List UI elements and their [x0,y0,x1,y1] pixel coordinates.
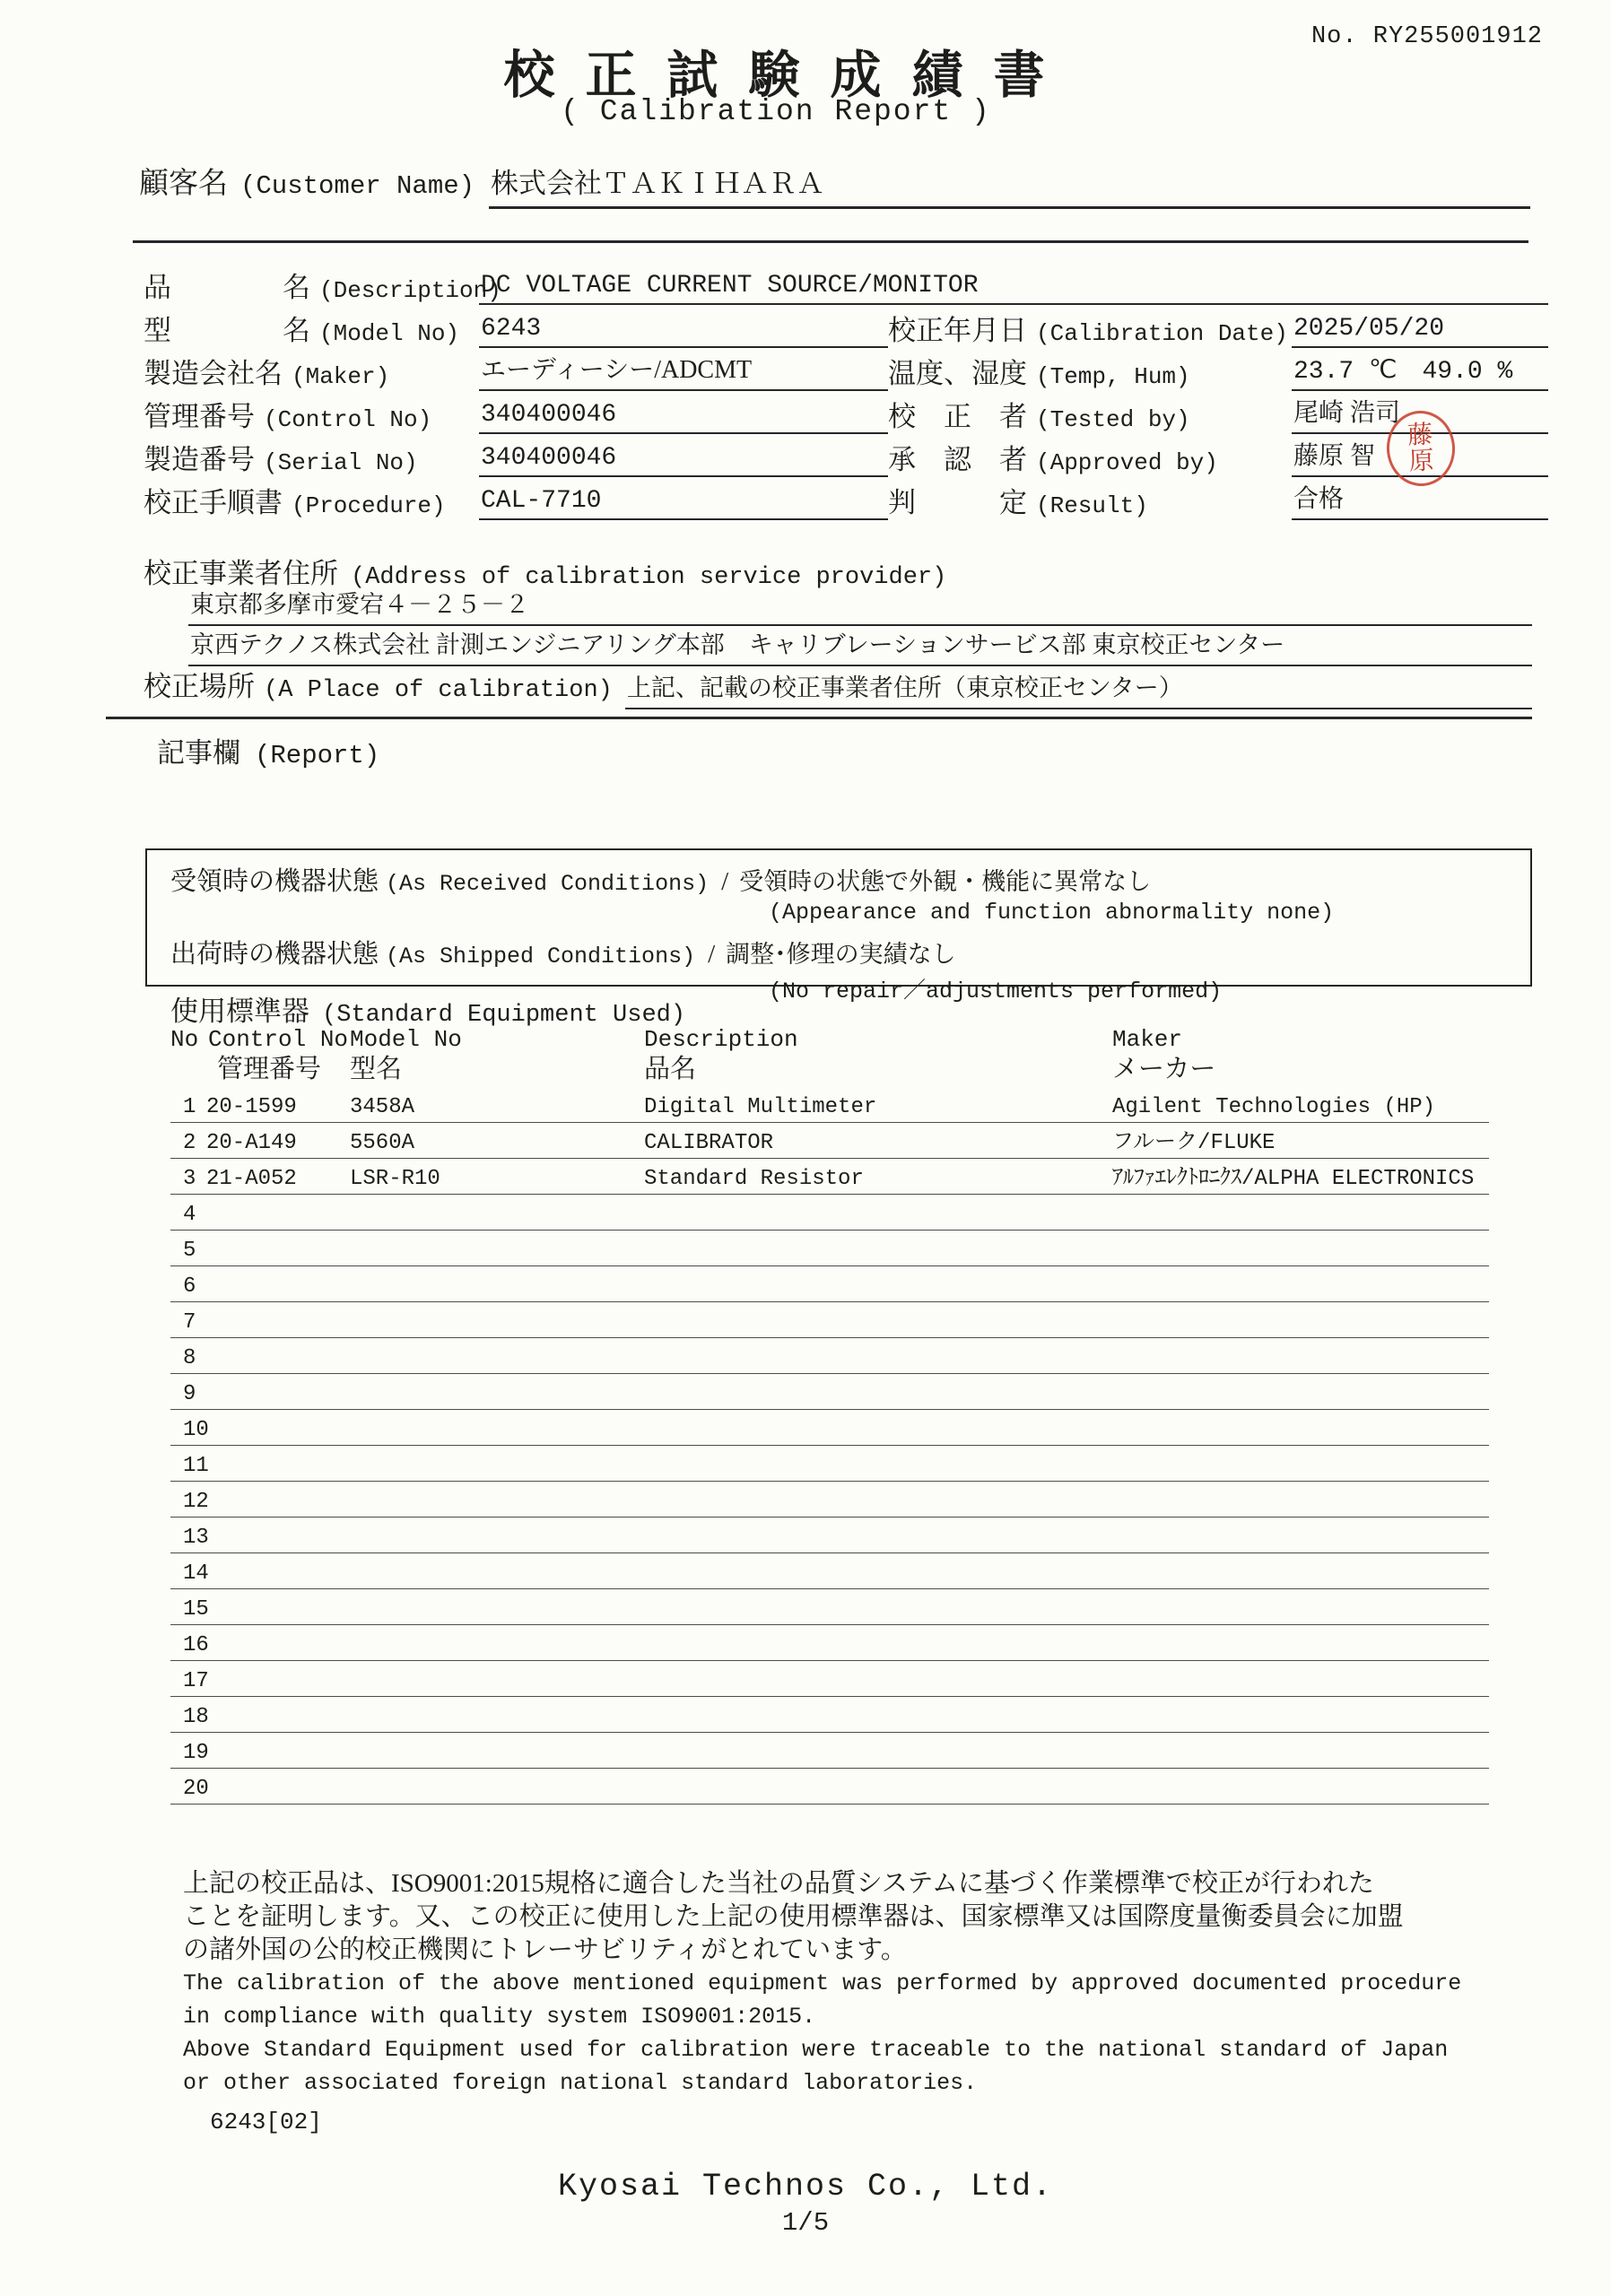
row-no: 4 [183,1203,196,1227]
customer-name-value: 株式会社ＴＡＫＩＨＡＲＡ [489,161,1530,209]
result-value: 合格 [1292,479,1548,520]
equipment-table-row [170,1625,1489,1661]
serial-no-value: 340400046 [479,444,888,477]
row-no: 18 [183,1705,209,1729]
row-no: 9 [183,1382,196,1406]
row-no: 12 [183,1490,209,1514]
header-control-jp: 管理番号 [217,1055,322,1083]
fields-grid [144,262,1548,520]
header-model-en: Model No [350,1026,462,1053]
received-label-jp: 受領時の機器状態 [170,867,379,896]
maker-value: エーディーシー/ADCMT [479,350,888,391]
control-no-label-en: (Control No) [264,406,432,433]
approved-by-label-jp: 承 認 者 [888,444,1027,475]
calibration-date-label-en: (Calibration Date) [1036,320,1288,347]
stamp-char-bottom: 原 [1407,447,1435,476]
temp-hum-label-en: (Temp, Hum) [1036,363,1190,390]
result-label-en: (Result) [1036,492,1148,519]
row-no: 13 [183,1526,209,1550]
equipment-table-row [170,1553,1489,1589]
conditions-box [145,848,1532,1004]
field-procedure [144,480,888,520]
row-model-no: LSR-R10 [350,1167,440,1191]
equipment-table-row [170,1446,1489,1482]
received-separator: / [721,867,729,896]
temp-hum-value: 23.7 ℃ 49.0 % [1292,350,1548,391]
result-label-jp: 判 定 [888,487,1027,518]
field-temp-hum [888,350,1548,391]
serial-no-label-en: (Serial No) [264,449,418,476]
section-divider-top [133,240,1528,243]
received-condition-row [170,861,1530,898]
row-maker: ｱﾙﾌｧｴﾚｸﾄﾛﾆｸｽ/ALPHA ELECTRONICS [1112,1167,1475,1191]
row-no: 5 [183,1239,196,1263]
row-no: 15 [183,1597,209,1622]
control-no-label-jp: 管理番号 [144,401,255,432]
certification-jp [183,1867,1502,1967]
calibration-date-label-jp: 校正年月日 [888,315,1027,346]
customer-row [139,160,1530,209]
tested-by-label-en: (Tested by) [1036,406,1190,433]
equipment-heading-en: (Standard Equipment Used) [322,1002,686,1029]
row-no: 17 [183,1669,209,1693]
calibration-place-value: 上記、記載の校正事業者住所（東京校正センター） [625,668,1532,709]
tested-by-label-jp: 校 正 者 [888,401,1027,432]
company-name: Kyosai Technos Co., Ltd. [557,2169,1054,2205]
serial-no-label-jp: 製造番号 [144,444,255,475]
row-no: 10 [183,1418,209,1442]
header-control-en: Control No [208,1026,349,1053]
report-number: No. RY255001912 [1311,23,1543,50]
equipment-table-row [170,1231,1489,1266]
calibration-place-label-jp: 校正場所 [144,671,255,702]
customer-label-jp: 顧客名 [139,168,228,200]
certification-en [183,1967,1502,2100]
equipment-table-row [170,1374,1489,1410]
equipment-table-row [170,1589,1489,1625]
header-description-jp: 品名 [644,1055,697,1083]
calibration-place-row [144,664,1532,709]
equipment-table-row [170,1697,1489,1733]
document-code: 6243[02] [210,2109,322,2135]
header-description-en: Description [644,1026,798,1053]
provider-address-label-jp: 校正事業者住所 [144,558,338,589]
equipment-table-row [170,1661,1489,1697]
remarks-label-jp: 記事欄 [157,737,240,769]
row-no: 6 [183,1274,196,1299]
equipment-table-row [170,1087,1489,1123]
provider-address-line1: 東京都多摩市愛宕４－２５－２ [188,585,1532,626]
row-no: 19 [183,1741,209,1765]
received-label-en: (As Received Conditions) [386,871,710,897]
shipped-condition-row [170,934,1530,970]
equipment-table-row [170,1338,1489,1374]
certification-jp-line: ことを証明します。又、この校正に使用した上記の使用標準器は、国家標準又は国際度量衡委員会に加盟 [183,1902,1404,1931]
model-no-value: 6243 [479,315,888,348]
row-control-no: 21-A052 [206,1167,297,1191]
procedure-value: CAL-7710 [479,487,888,520]
row-no: 20 [183,1777,209,1801]
equipment-table-row [170,1302,1489,1338]
calibration-date-value: 2025/05/20 [1292,315,1548,348]
certification-en-line: The calibration of the above mentioned equipment was performed by approved documented procedure [183,1970,1462,1996]
field-description [144,262,1548,305]
row-description: Digital Multimeter [644,1095,877,1119]
field-result [888,479,1548,520]
control-no-value: 340400046 [479,401,888,434]
page-title: 校正試験成績書 [503,48,1075,104]
row-no: 1 [183,1095,196,1119]
row-no: 11 [183,1454,209,1478]
equipment-table-row [170,1410,1489,1446]
customer-label-en: (Customer Name) [240,171,475,201]
equipment-header-jp-row [170,1053,1489,1087]
field-calibration-date [888,308,1548,348]
header-maker-en: Maker [1112,1026,1183,1053]
row-model-no: 3458A [350,1095,415,1119]
row-control-no: 20-1599 [206,1095,297,1119]
field-row-4 [144,391,1548,434]
received-value-jp: 受領時の状態で外観・機能に異常なし [739,868,1152,895]
equipment-table-row [170,1159,1489,1195]
row-model-no: 5560A [350,1131,415,1155]
field-row-6 [144,477,1548,520]
provider-address-line2: 京西テクノス株式会社 計測エンジニアリング本部 キャリブレーションサービス部 東京校正センター [188,625,1532,666]
certification-en-line: or other associated foreign national standard laboratories. [183,2070,978,2096]
equipment-table-row [170,1266,1489,1302]
row-no: 8 [183,1346,196,1370]
field-maker [144,350,888,391]
page-subtitle: ( Calibration Report ) [561,95,991,128]
field-serial-no [144,437,888,477]
row-no: 7 [183,1310,196,1335]
row-description: Standard Resistor [644,1167,864,1191]
field-row-2 [144,305,1548,348]
equipment-section-heading [170,988,1489,1029]
certification-jp-line: 上記の校正品は、ISO9001:2015規格に適合した当社の品質システムに基づく作業標準で校正が行われた [183,1869,1374,1898]
maker-label-en: (Maker) [292,363,390,390]
equipment-table-row [170,1518,1489,1553]
row-maker: フルーク/FLUKE [1112,1131,1276,1155]
header-no: No [170,1026,199,1053]
equipment-heading-jp: 使用標準器 [170,996,309,1027]
model-no-label-jp: 型 名 [144,315,310,346]
provider-address-label-en: (Address of calibration service provider) [351,564,947,591]
certification-en-line: in compliance with quality system ISO9001:2015. [183,2004,816,2030]
row-no: 14 [183,1561,209,1586]
field-control-no [144,394,888,434]
procedure-label-en: (Procedure) [292,492,446,519]
approved-by-label-en: (Approved by) [1036,449,1218,476]
field-row-5 [144,434,1548,477]
approved-by-value: 藤原 智 [1292,436,1548,477]
field-model-no [144,308,888,348]
description-value: DC VOLTAGE CURRENT SOURCE/MONITOR [479,272,1548,305]
row-no: 3 [183,1167,196,1191]
shipped-separator: / [708,940,716,969]
page-number: 1/5 [781,2208,830,2238]
row-description: CALIBRATOR [644,1131,774,1155]
certification-statement [183,1867,1502,2135]
shipped-label-jp: 出荷時の機器状態 [170,940,379,969]
remarks-heading [157,730,379,770]
procedure-label-jp: 校正手順書 [144,487,283,518]
field-row-3 [144,348,1548,391]
temp-hum-label-jp: 温度、湿度 [888,358,1027,389]
calibration-place-label-en: (A Place of calibration) [264,677,613,704]
section-divider-remarks [106,717,1532,719]
maker-label-jp: 製造会社名 [144,358,283,389]
equipment-table-row [170,1482,1489,1518]
row-maker: Agilent Technologies (HP) [1112,1095,1436,1119]
stamp-char-top: 藤 [1406,421,1434,450]
equipment-rows [170,1087,1489,1805]
certification-en-line: Above Standard Equipment used for calibration were traceable to the national standard of Japan [183,2037,1449,2063]
equipment-table-row [170,1769,1489,1805]
shipped-value-en: (No repair／adjustments performed) [769,978,1223,1004]
description-label-jp: 品 名 [144,272,310,303]
received-value-en: (Appearance and function abnormality none) [769,900,1335,926]
row-control-no: 20-A149 [206,1131,297,1155]
standard-equipment-section [170,988,1489,1805]
row-no: 16 [183,1633,209,1657]
shipped-value-jp: 調整･修理の実績なし [726,941,956,968]
model-no-label-en: (Model No) [319,320,460,347]
equipment-table-row [170,1195,1489,1231]
equipment-table-row [170,1123,1489,1159]
remarks-label-en: (Report) [255,741,380,770]
shipped-label-en: (As Shipped Conditions) [386,944,696,970]
equipment-table-row [170,1733,1489,1769]
header-maker-jp: メーカー [1112,1055,1216,1083]
row-no: 2 [183,1131,196,1155]
certification-jp-line: の諸外国の公的校正機関にトレーサビリティがとれています。 [183,1935,907,1964]
description-label-en: (Description) [319,277,501,304]
tested-by-value: 尾崎 浩司 [1292,393,1548,434]
header-model-jp: 型名 [350,1055,403,1083]
